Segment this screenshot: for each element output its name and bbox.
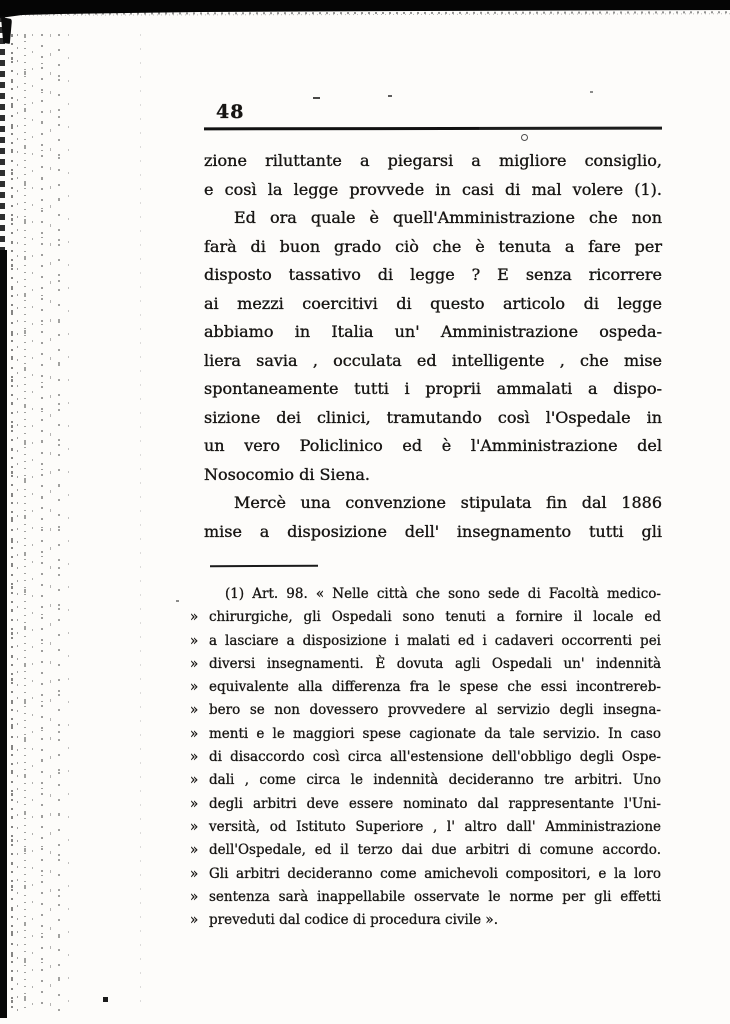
footnote-line-text: Gli arbitri decideranno come amichevoli compositori, e la loro [209, 865, 661, 882]
footnote-line [190, 793, 661, 816]
quotation-continuation-marker: » [190, 655, 199, 672]
footnote-line-text: dell'Ospedale, ed il terzo dai due arbitri di comune accordo. [209, 842, 661, 859]
quotation-continuation-marker: » [190, 888, 199, 905]
footnote-line-text: a lasciare a disposizione i malati ed i cadaveri occorrenti pei [209, 632, 661, 649]
quotation-continuation-marker: » [190, 609, 199, 626]
scan-noise-dot [103, 997, 108, 1002]
footnote-line-text: diversi insegnamenti. È dovuta agli Ospedali un' indennità [209, 655, 661, 672]
body-line: Ed ora quale è quell'Amministrazione che non [234, 208, 662, 227]
footnote [190, 583, 661, 932]
footnote-line-text: versità, od Istituto Superiore , l' altro dall' Amministrazione [209, 818, 661, 835]
scan-noise-dot [176, 600, 179, 602]
scan-noise-dot [313, 97, 320, 99]
scan-artifact-left-strip-upper [0, 16, 5, 256]
footnote-line-text: sentenza sarà inappellabile osservate le norme per gli effetti [209, 888, 661, 905]
body-line: farà di buon grado ciò che è tenuta a fare per [204, 236, 662, 256]
header-rule [204, 127, 662, 130]
body-line: liera savia , occulata ed intelligente , che mise [204, 350, 662, 370]
body-line: Nosocomio di Siena. [204, 464, 370, 484]
body-line: spontaneamente tutti i proprii ammalati a dispo- [204, 379, 662, 398]
quotation-continuation-marker: » [190, 865, 199, 882]
scan-noise-column [140, 34, 141, 1012]
scan-noise-column [58, 34, 60, 1012]
scan-noise-dot [388, 95, 392, 97]
footnote-line [190, 606, 661, 629]
footnote-line [190, 699, 661, 722]
quotation-continuation-marker: » [190, 725, 199, 742]
quotation-continuation-marker: » [190, 795, 199, 812]
footnote-line [190, 909, 661, 932]
footnote-line [190, 630, 661, 653]
scan-noise-column [32, 34, 33, 1012]
scan-artifact-dust-line [18, 10, 730, 16]
footnote-line-text: degli arbitri deve essere nominato dal rappresentante l'Uni- [209, 795, 661, 812]
body-line: mise a disposizione dell' insegnamento tutti gli [204, 521, 662, 541]
scan-noise-column [41, 34, 43, 1012]
page-number: 48 [216, 101, 245, 123]
quotation-continuation-marker: » [190, 912, 199, 929]
footnote-line [190, 653, 661, 676]
quotation-continuation-marker: » [190, 749, 199, 766]
footnote-line-text: di disaccordo così circa all'estensione dell'obbligo degli Ospe- [209, 749, 661, 766]
footnote-line [190, 676, 661, 699]
body-line: un vero Policlinico ed è l'Amministrazione del [204, 436, 662, 455]
quotation-continuation-marker: » [190, 702, 199, 719]
footnote-line [190, 839, 661, 862]
footnote-line [190, 769, 661, 792]
body-line: ai mezzi coercitivi di questo articolo di legge [204, 293, 662, 313]
scan-noise-column [17, 34, 18, 1012]
scan-noise-column [11, 34, 13, 1012]
body-line: zione riluttante a piegarsi a migliore consiglio, [204, 151, 662, 170]
scan-noise-column [50, 34, 51, 1012]
quotation-continuation-marker: » [190, 632, 199, 649]
scan-artifact-left-strip-lower [0, 250, 7, 1018]
body-line: e così la legge provvede in casi di mal volere (1). [204, 179, 662, 199]
body-line: abbiamo in Italia un' Amministrazione ospeda- [204, 322, 662, 341]
footnote-line [190, 723, 661, 746]
footnote-line-text: preveduti dal codice di procedura civile ». [209, 912, 498, 929]
quotation-continuation-marker: » [190, 842, 199, 859]
footnote-line [190, 746, 661, 769]
scan-noise-column [24, 34, 26, 1012]
body-line: sizione dei clinici, tramutando così l'Ospedale in [204, 407, 662, 427]
footnote-line [190, 863, 661, 886]
footnote-line-text: equivalente alla differenza fra le spese che essi incontrereb- [209, 679, 661, 696]
quotation-continuation-marker: » [190, 679, 199, 696]
quotation-continuation-marker: » [190, 818, 199, 835]
footnote-line [190, 816, 661, 839]
footnote-line-text: menti e le maggiori spese cagionate da tale servizio. In caso [209, 725, 661, 742]
footnote-line-text: (1) Art. 98. « Nelle città che sono sede di Facoltà medico- [225, 586, 661, 602]
quotation-continuation-marker: » [190, 772, 199, 789]
scan-noise-ring [521, 134, 528, 141]
scan-noise-dot [590, 91, 593, 93]
footnote-separator-rule [210, 565, 318, 568]
footnote-line-text: chirurgiche, gli Ospedali sono tenuti a fornire il locale ed [209, 609, 661, 626]
scan-noise-column [68, 34, 69, 1012]
body-line: disposto tassativo di legge ? E senza ricorrere [204, 265, 662, 284]
footnote-line [190, 886, 661, 909]
body-text [204, 147, 662, 546]
footnote-line-text: bero se non dovessero provvedere al servizio degli insegna- [209, 702, 661, 719]
footnote-line-text: dali , come circa le indennità decideranno tre arbitri. Uno [209, 772, 661, 789]
body-line: Mercè una convenzione stipulata fin dal 1886 [234, 493, 662, 512]
footnote-line [209, 583, 661, 606]
